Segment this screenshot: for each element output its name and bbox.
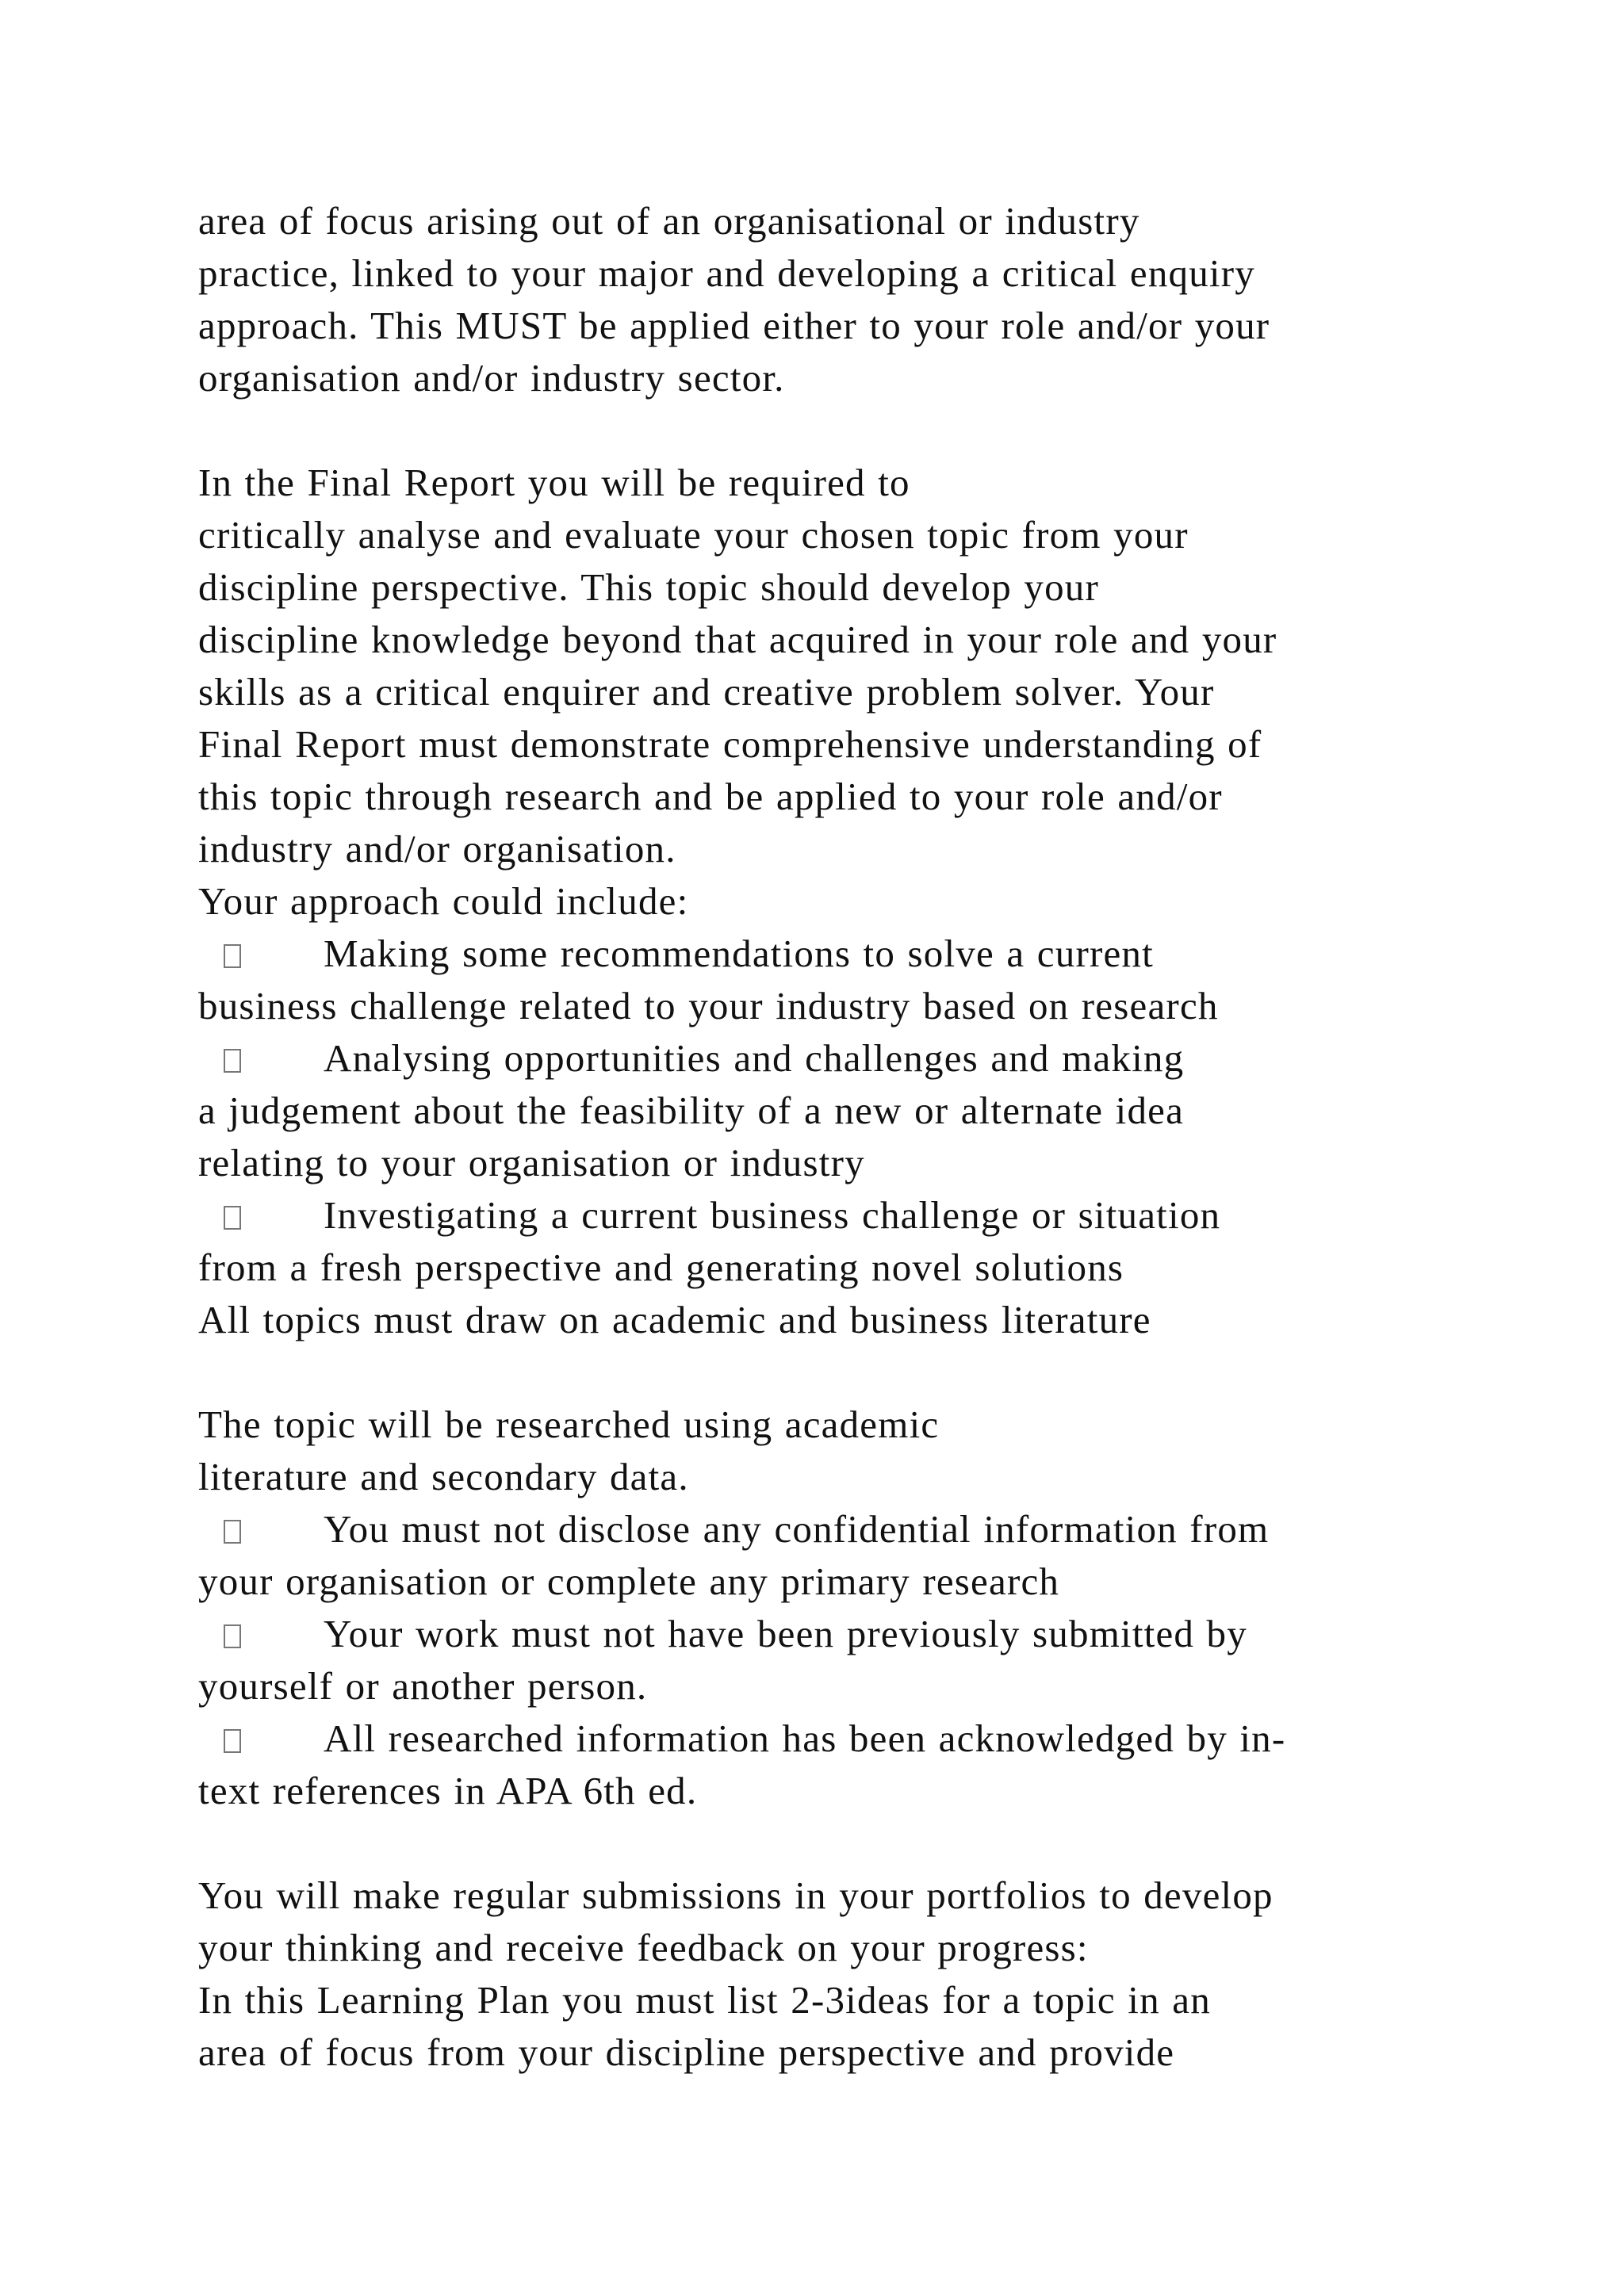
text-line: discipline knowledge beyond that acquired in your role and your bbox=[198, 618, 1277, 661]
text-line: All topics must draw on academic and business literature bbox=[198, 1298, 1151, 1341]
missing-glyph-bullet-icon bbox=[224, 1729, 241, 1753]
text-line: from a fresh perspective and generating novel solutions bbox=[198, 1246, 1124, 1289]
text-line: yourself or another person. bbox=[198, 1664, 648, 1708]
bullet-item bbox=[198, 1503, 1546, 1556]
text-line: practice, linked to your major and developing a critical enquiry bbox=[198, 251, 1255, 295]
text-line: your thinking and receive feedback on your progress: bbox=[198, 1926, 1089, 1969]
text-line: critically analyse and evaluate your chosen topic from your bbox=[198, 513, 1189, 557]
text-line: area of focus arising out of an organisational or industry bbox=[198, 199, 1140, 243]
text-line: Final Report must demonstrate comprehensive understanding of bbox=[198, 722, 1262, 766]
document-page bbox=[198, 195, 1546, 2079]
text-line: approach. This MUST be applied either to your role and/or your bbox=[198, 304, 1270, 347]
text-line: area of focus from your discipline perspective and provide bbox=[198, 2030, 1175, 2074]
paragraph-spacer bbox=[198, 1346, 1546, 1399]
text-line: discipline perspective. This topic should develop your bbox=[198, 565, 1099, 609]
text-line: The topic will be researched using academic bbox=[198, 1402, 940, 1446]
text-line: In the Final Report you will be required to bbox=[198, 461, 910, 504]
text-line: relating to your organisation or industry bbox=[198, 1141, 865, 1184]
missing-glyph-bullet-icon bbox=[224, 1206, 241, 1230]
text-line: In this Learning Plan you must list 2-3ideas for a topic in an bbox=[198, 1978, 1211, 2022]
bullet-text: Investigating a current business challenge or situation bbox=[324, 1193, 1221, 1237]
bullet-item bbox=[198, 928, 1546, 980]
bullet-item bbox=[198, 1189, 1546, 1242]
text-line: business challenge related to your industry based on research bbox=[198, 984, 1219, 1027]
text-line: You will make regular submissions in your portfolios to develop bbox=[198, 1873, 1274, 1917]
missing-glyph-bullet-icon bbox=[224, 1520, 241, 1544]
text-line: literature and secondary data. bbox=[198, 1455, 689, 1498]
bullet-item bbox=[198, 1712, 1546, 1765]
bullet-text: Making some recommendations to solve a current bbox=[324, 932, 1154, 975]
bullet-text: You must not disclose any confidential information from bbox=[324, 1507, 1270, 1551]
missing-glyph-bullet-icon bbox=[224, 1049, 241, 1073]
text-line: text references in APA 6th ed. bbox=[198, 1769, 698, 1812]
bullet-text: Your work must not have been previously submitted by bbox=[324, 1612, 1247, 1655]
text-line: skills as a critical enquirer and creative problem solver. Your bbox=[198, 670, 1215, 714]
text-line: Your approach could include: bbox=[198, 879, 689, 923]
text-line: industry and/or organisation. bbox=[198, 827, 676, 871]
bullet-item bbox=[198, 1608, 1546, 1660]
text-line: your organisation or complete any primary research bbox=[198, 1559, 1060, 1603]
missing-glyph-bullet-icon bbox=[224, 1624, 241, 1648]
text-line: organisation and/or industry sector. bbox=[198, 356, 785, 400]
bullet-item bbox=[198, 1032, 1546, 1085]
paragraph-spacer bbox=[198, 404, 1546, 457]
document-body bbox=[198, 195, 1546, 2079]
bullet-text: Analysing opportunities and challenges and making bbox=[324, 1036, 1185, 1080]
text-line: this topic through research and be applied to your role and/or bbox=[198, 775, 1223, 818]
text-line: a judgement about the feasibility of a new or alternate idea bbox=[198, 1089, 1185, 1132]
bullet-text: All researched information has been acknowledged by in- bbox=[324, 1716, 1286, 1760]
paragraph-spacer bbox=[198, 1817, 1546, 1869]
missing-glyph-bullet-icon bbox=[224, 944, 241, 968]
